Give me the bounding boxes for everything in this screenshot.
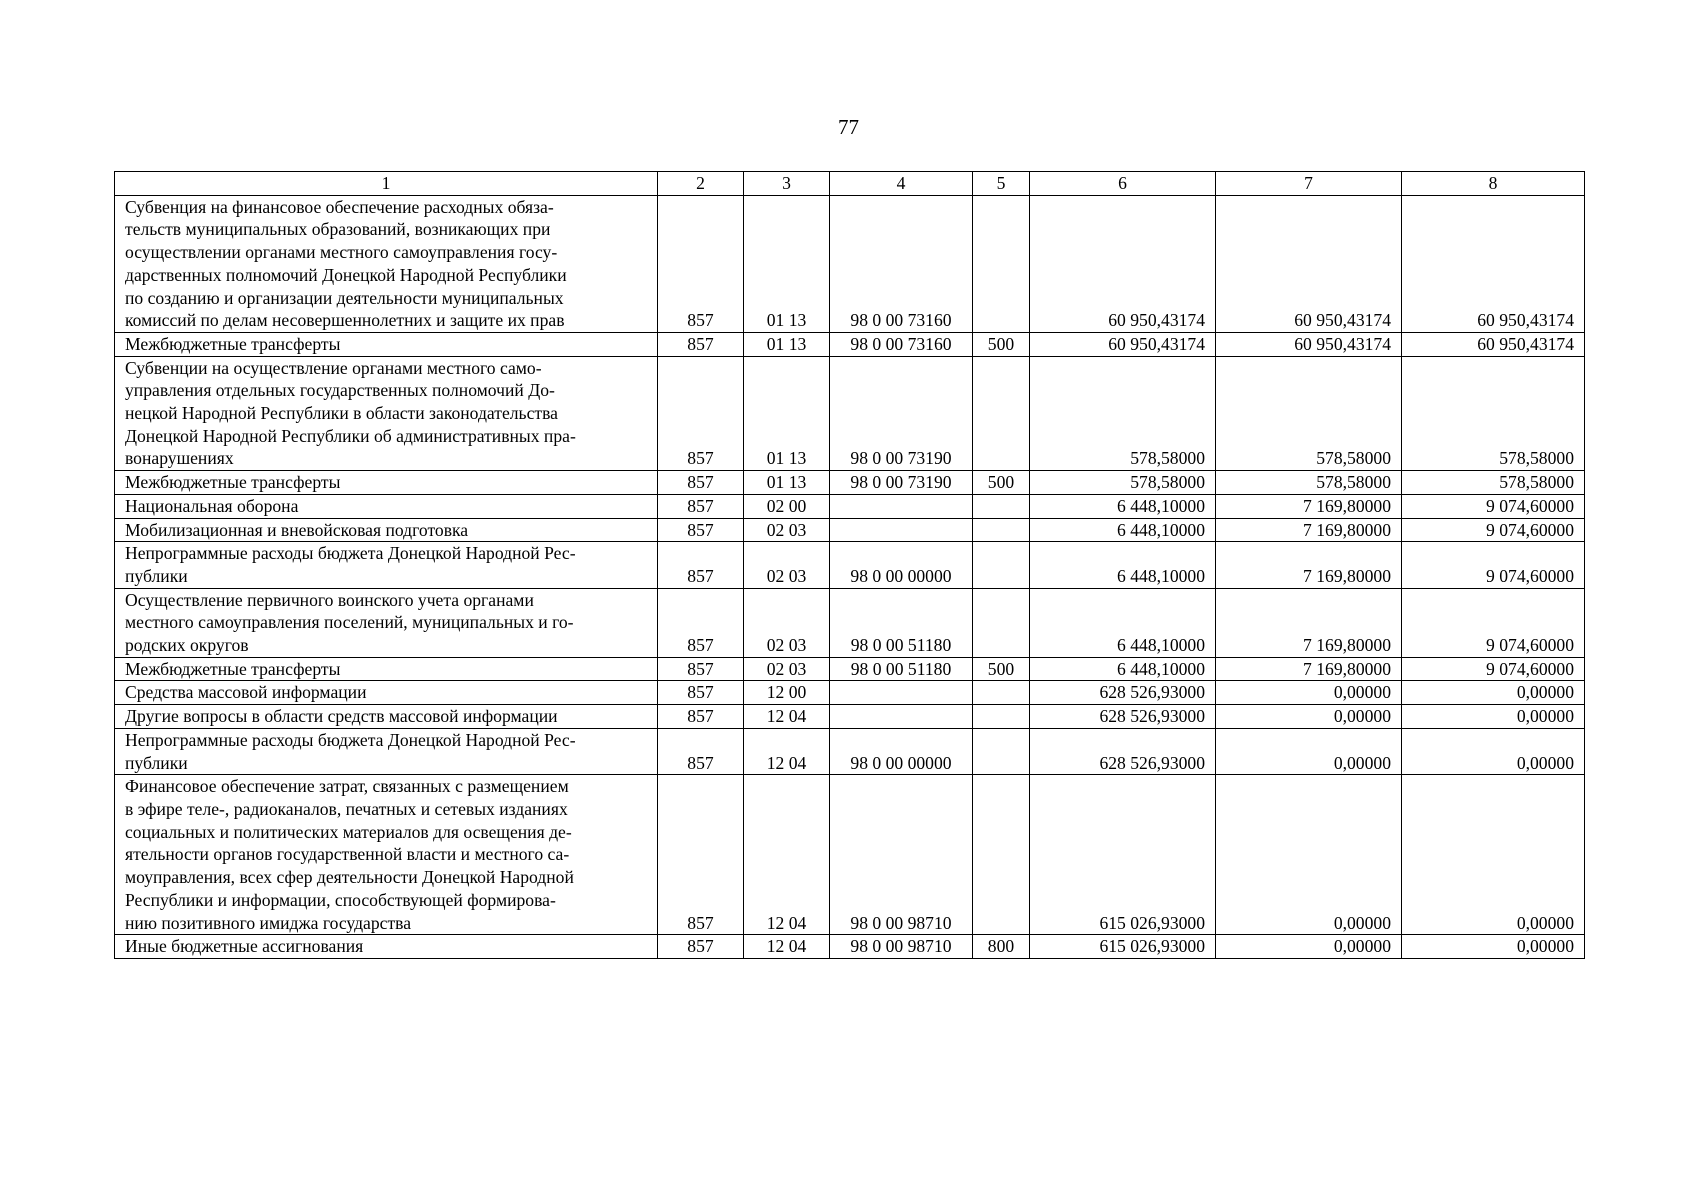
row-admin-code-cell: 857 (658, 356, 744, 471)
row-name-cell: Осуществление первичного воинского учета органами местного самоуправления поселений, муниципальных и го- родских округов (115, 588, 658, 657)
page-number: 77 (838, 115, 859, 139)
table-row (115, 705, 1585, 729)
row-name-cell: Средства массовой информации (115, 681, 658, 705)
row-amount-col7-cell: 578,58000 (1216, 471, 1402, 495)
row-amount-col7-cell: 7 169,80000 (1216, 588, 1402, 657)
row-amount-col6-cell: 578,58000 (1030, 356, 1216, 471)
row-admin-code-cell: 857 (658, 657, 744, 681)
table-row (115, 657, 1585, 681)
table-row (115, 332, 1585, 356)
row-amount-col7-cell: 0,00000 (1216, 775, 1402, 935)
row-name-cell: Субвенции на осуществление органами местного само- управления отдельных государственных полномочий До- нецкой Народной Республики в области законодательства Донецкой Народной Республики об административных пра- вонарушениях (115, 356, 658, 471)
table-row (115, 542, 1585, 588)
row-amount-col7-cell: 0,00000 (1216, 728, 1402, 774)
row-amount-col8-cell: 578,58000 (1402, 471, 1585, 495)
table-row (115, 728, 1585, 774)
row-section-code-cell: 12 04 (744, 705, 830, 729)
row-amount-col8-cell: 0,00000 (1402, 775, 1585, 935)
table-row (115, 518, 1585, 542)
row-amount-col7-cell: 7 169,80000 (1216, 494, 1402, 518)
row-target-code-cell: 98 0 00 73190 (830, 471, 973, 495)
header-cell: 8 (1402, 172, 1585, 196)
row-admin-code-cell: 857 (658, 705, 744, 729)
row-admin-code-cell: 857 (658, 471, 744, 495)
row-section-code-cell: 01 13 (744, 356, 830, 471)
row-amount-col6-cell: 628 526,93000 (1030, 728, 1216, 774)
row-admin-code-cell: 857 (658, 681, 744, 705)
row-amount-col8-cell: 0,00000 (1402, 728, 1585, 774)
row-name-cell: Национальная оборона (115, 494, 658, 518)
row-target-code-cell: 98 0 00 00000 (830, 728, 973, 774)
row-target-code-cell: 98 0 00 73190 (830, 356, 973, 471)
row-amount-col8-cell: 9 074,60000 (1402, 542, 1585, 588)
row-expense-type-cell (973, 195, 1030, 332)
row-admin-code-cell: 857 (658, 775, 744, 935)
row-target-code-cell: 98 0 00 98710 (830, 775, 973, 935)
row-amount-col8-cell: 9 074,60000 (1402, 494, 1585, 518)
header-cell: 1 (115, 172, 658, 196)
row-name-cell: Иные бюджетные ассигнования (115, 935, 658, 959)
row-admin-code-cell: 857 (658, 935, 744, 959)
row-amount-col6-cell: 60 950,43174 (1030, 195, 1216, 332)
table-row (115, 195, 1585, 332)
row-section-code-cell: 02 03 (744, 542, 830, 588)
row-amount-col6-cell: 6 448,10000 (1030, 657, 1216, 681)
row-target-code-cell (830, 681, 973, 705)
row-expense-type-cell: 500 (973, 471, 1030, 495)
row-expense-type-cell: 500 (973, 657, 1030, 681)
row-expense-type-cell (973, 542, 1030, 588)
row-section-code-cell: 12 04 (744, 775, 830, 935)
row-expense-type-cell: 800 (973, 935, 1030, 959)
row-amount-col7-cell: 60 950,43174 (1216, 195, 1402, 332)
row-section-code-cell: 02 03 (744, 518, 830, 542)
row-admin-code-cell: 857 (658, 494, 744, 518)
row-amount-col7-cell: 7 169,80000 (1216, 657, 1402, 681)
row-amount-col8-cell: 0,00000 (1402, 681, 1585, 705)
row-amount-col8-cell: 0,00000 (1402, 705, 1585, 729)
row-expense-type-cell (973, 728, 1030, 774)
row-target-code-cell (830, 705, 973, 729)
row-target-code-cell: 98 0 00 00000 (830, 542, 973, 588)
row-expense-type-cell (973, 356, 1030, 471)
row-name-cell: Межбюджетные трансферты (115, 657, 658, 681)
row-expense-type-cell (973, 775, 1030, 935)
header-row (115, 172, 1585, 196)
row-name-cell: Другие вопросы в области средств массовой информации (115, 705, 658, 729)
table-row (115, 588, 1585, 657)
row-admin-code-cell: 857 (658, 728, 744, 774)
row-target-code-cell: 98 0 00 51180 (830, 657, 973, 681)
row-target-code-cell: 98 0 00 73160 (830, 332, 973, 356)
table-row (115, 935, 1585, 959)
row-amount-col6-cell: 628 526,93000 (1030, 681, 1216, 705)
row-name-cell: Межбюджетные трансферты (115, 332, 658, 356)
table-row (115, 356, 1585, 471)
row-target-code-cell: 98 0 00 98710 (830, 935, 973, 959)
header-cell: 4 (830, 172, 973, 196)
row-amount-col7-cell: 7 169,80000 (1216, 518, 1402, 542)
row-expense-type-cell: 500 (973, 332, 1030, 356)
row-section-code-cell: 02 03 (744, 657, 830, 681)
table-row (115, 471, 1585, 495)
row-amount-col6-cell: 60 950,43174 (1030, 332, 1216, 356)
row-amount-col7-cell: 578,58000 (1216, 356, 1402, 471)
row-target-code-cell (830, 518, 973, 542)
row-admin-code-cell: 857 (658, 542, 744, 588)
row-amount-col6-cell: 6 448,10000 (1030, 588, 1216, 657)
row-amount-col8-cell: 0,00000 (1402, 935, 1585, 959)
row-section-code-cell: 01 13 (744, 332, 830, 356)
row-amount-col7-cell: 0,00000 (1216, 935, 1402, 959)
header-cell: 2 (658, 172, 744, 196)
table-row (115, 775, 1585, 935)
row-amount-col8-cell: 60 950,43174 (1402, 195, 1585, 332)
row-section-code-cell: 01 13 (744, 195, 830, 332)
row-section-code-cell: 12 04 (744, 935, 830, 959)
row-admin-code-cell: 857 (658, 588, 744, 657)
row-admin-code-cell: 857 (658, 518, 744, 542)
header-cell: 7 (1216, 172, 1402, 196)
table-row (115, 494, 1585, 518)
row-amount-col8-cell: 9 074,60000 (1402, 657, 1585, 681)
row-target-code-cell (830, 494, 973, 518)
row-amount-col6-cell: 6 448,10000 (1030, 518, 1216, 542)
row-expense-type-cell (973, 705, 1030, 729)
row-name-cell: Финансовое обеспечение затрат, связанных с размещением в эфире теле-, радиоканалов, печатных и сетевых изданиях социальных и политических материалов для освещения де- ятельности органов государственной власти и местного са- моуправления, всех сфер деятельности Донецкой Народной Республики и информации, способствующей формирова- нию позитивного имиджа государства (115, 775, 658, 935)
row-admin-code-cell: 857 (658, 332, 744, 356)
row-target-code-cell: 98 0 00 51180 (830, 588, 973, 657)
header-cell: 3 (744, 172, 830, 196)
row-expense-type-cell (973, 681, 1030, 705)
row-amount-col8-cell: 578,58000 (1402, 356, 1585, 471)
row-target-code-cell: 98 0 00 73160 (830, 195, 973, 332)
row-expense-type-cell (973, 518, 1030, 542)
header-cell: 6 (1030, 172, 1216, 196)
row-amount-col6-cell: 615 026,93000 (1030, 775, 1216, 935)
row-section-code-cell: 12 04 (744, 728, 830, 774)
row-name-cell: Мобилизационная и вневойсковая подготовка (115, 518, 658, 542)
row-name-cell: Непрограммные расходы бюджета Донецкой Народной Рес- публики (115, 542, 658, 588)
table-row (115, 681, 1585, 705)
row-amount-col6-cell: 615 026,93000 (1030, 935, 1216, 959)
row-amount-col7-cell: 0,00000 (1216, 705, 1402, 729)
row-amount-col8-cell: 60 950,43174 (1402, 332, 1585, 356)
row-amount-col6-cell: 6 448,10000 (1030, 542, 1216, 588)
row-amount-col6-cell: 578,58000 (1030, 471, 1216, 495)
row-name-cell: Межбюджетные трансферты (115, 471, 658, 495)
row-amount-col8-cell: 9 074,60000 (1402, 588, 1585, 657)
row-amount-col8-cell: 9 074,60000 (1402, 518, 1585, 542)
row-expense-type-cell (973, 588, 1030, 657)
row-admin-code-cell: 857 (658, 195, 744, 332)
row-amount-col6-cell: 6 448,10000 (1030, 494, 1216, 518)
row-amount-col7-cell: 0,00000 (1216, 681, 1402, 705)
row-section-code-cell: 02 00 (744, 494, 830, 518)
row-amount-col7-cell: 60 950,43174 (1216, 332, 1402, 356)
row-expense-type-cell (973, 494, 1030, 518)
row-amount-col7-cell: 7 169,80000 (1216, 542, 1402, 588)
budget-table (114, 171, 1585, 959)
header-cell: 5 (973, 172, 1030, 196)
row-name-cell: Субвенция на финансовое обеспечение расходных обяза- тельств муниципальных образований, возникающих при осуществлении органами местного самоуправления госу- дарственных полномочий Донецкой Народной Республики по созданию и организации деятельности муниципальных комиссий по делам несовершеннолетних и защите их прав (115, 195, 658, 332)
row-amount-col6-cell: 628 526,93000 (1030, 705, 1216, 729)
row-name-cell: Непрограммные расходы бюджета Донецкой Народной Рес- публики (115, 728, 658, 774)
row-section-code-cell: 02 03 (744, 588, 830, 657)
row-section-code-cell: 01 13 (744, 471, 830, 495)
row-section-code-cell: 12 00 (744, 681, 830, 705)
